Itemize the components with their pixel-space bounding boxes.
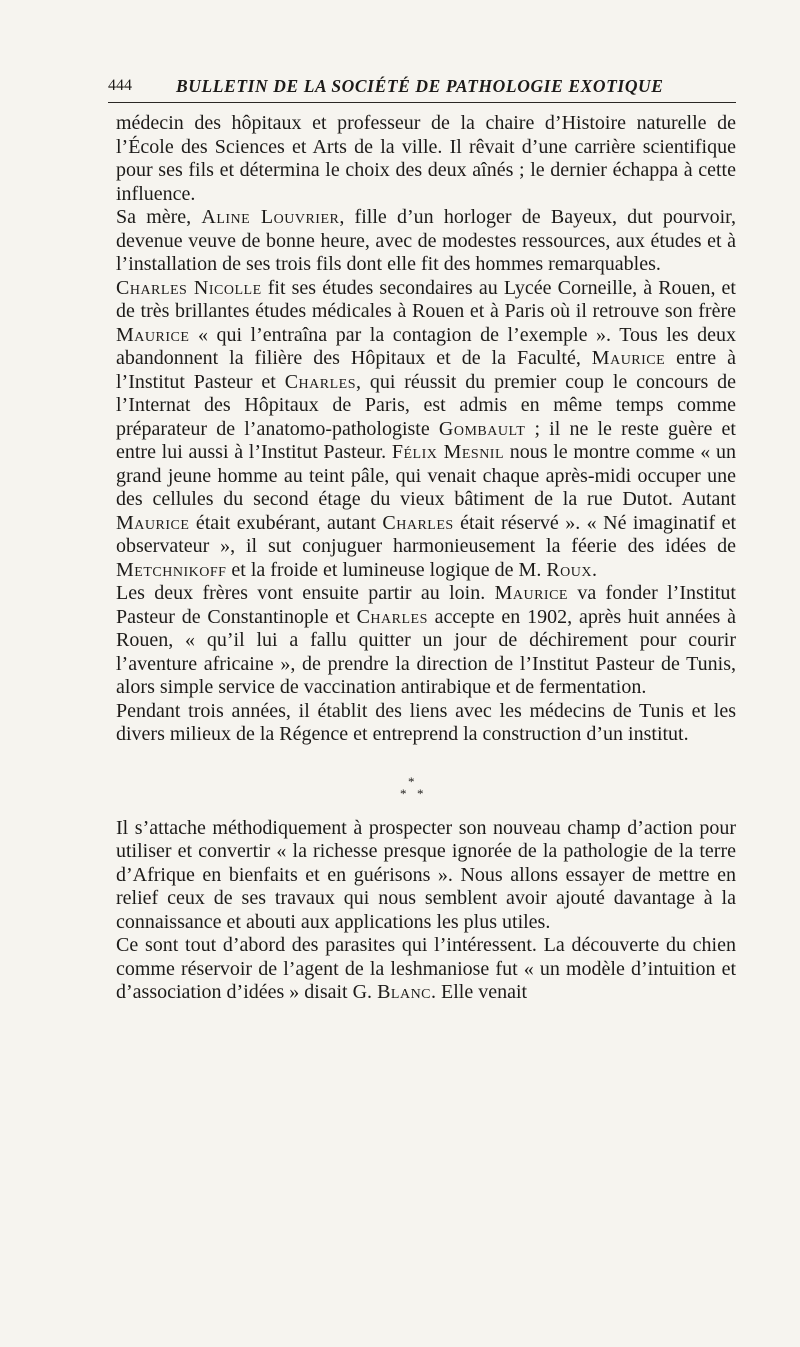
text-run: et la froide et lumineuse logique de M. xyxy=(226,558,547,581)
person-name: Charles Nicolle xyxy=(116,276,262,299)
paragraph-3 xyxy=(116,277,736,583)
body-text xyxy=(116,112,736,1005)
person-name: Maurice xyxy=(116,511,190,534)
text-run: ; il ne le reste guère et entre lui aussi à l’Institut Pasteur. xyxy=(116,417,736,463)
person-name: Charles xyxy=(284,370,356,393)
text-run: médecin des hôpitaux et professeur de la chaire d’Histoire naturelle de l’École des Sciences et Arts de la ville. Il rêvait d’une carrière scientifique pour ses fils et détermina le choix des deux aînés ; le dernier échappa à cette influence. xyxy=(116,112,736,205)
person-name: Roux xyxy=(546,558,592,581)
text-run: . xyxy=(592,558,597,581)
paragraph-2 xyxy=(116,206,736,277)
text-run: Il s’attache méthodiquement à prospecter son nouveau champ d’action pour utiliser et convertir « la richesse presque ignorée de la pathologie de la terre d’Afrique en bienfaits et en guérisons ». Nous allons essayer de mettre en relief ceux de ses travaux qui nous semblent avoir ajouté davantage à la connaissance et abouti aux applications les plus utiles. xyxy=(116,816,736,933)
paragraph-7 xyxy=(116,934,736,1005)
text-run: accepte en 1902, après huit années à Rouen, « qu’il lui a fallu quitter un jour de déchirement pour courir l’aventure africaine », de prendre la direction de l’Institut Pasteur de Tunis, alors simple service de vaccination antirabique et de fermentation. xyxy=(116,605,736,698)
person-name: Aline Louvrier xyxy=(201,206,340,228)
text-run: Les deux frères vont ensuite partir au loin. xyxy=(116,582,495,604)
text-run: fit ses études secondaires au Lycée Corneille, à Rouen, et de très brillantes études médicales à Rouen et à Paris où il retrouve son frère xyxy=(116,276,736,322)
text-run: était exubérant, autant xyxy=(189,511,383,534)
paragraph-6 xyxy=(116,817,736,935)
person-name: Maurice xyxy=(116,323,190,346)
section-break-asterism xyxy=(116,747,736,817)
person-name: Félix Mesnil xyxy=(391,441,505,463)
text-run: nous le montre comme « un grand jeune homme au teint pâle, qui venait chaque après-midi occuper une des cellules du second étage du vieux bâtiment de la rue Dutot. Autant xyxy=(116,441,737,510)
text-run: entre à l’Institut Pasteur et xyxy=(116,347,736,393)
person-name: Maurice xyxy=(591,347,666,369)
person-name: Charles xyxy=(382,511,454,534)
text-run: , fille d’un horloger de Bayeux, dut pourvoir, devenue veuve de bonne heure, avec de modestes ressources, aux études et à l’installation de ses trois fils dont elle fit des hommes remarquables. xyxy=(116,206,736,275)
person-name: Gombault xyxy=(438,417,526,440)
text-run: , qui réussit du premier coup le concours de l’Internat des Hôpitaux de Paris, est admis en même temps comme préparateur de l’anatomo-pathologiste xyxy=(116,370,736,440)
person-name: Charles xyxy=(356,605,428,628)
text-run: « qui l’entraîna par la contagion de l’exemple ». Tous les deux abandonnent la filière des Hôpitaux et de la Faculté, xyxy=(116,323,736,369)
text-run: . Elle venait xyxy=(431,981,528,1003)
paragraph-5 xyxy=(116,700,736,747)
asterism-star-right: * xyxy=(417,785,424,801)
text-run: Sa mère, xyxy=(116,206,202,228)
text-run: va fonder l’Institut Pasteur de Constantinople et xyxy=(116,582,736,628)
running-header xyxy=(108,74,736,103)
paragraph-1 xyxy=(116,112,736,206)
person-name: Metchnikoff xyxy=(116,558,227,581)
paragraph-4 xyxy=(116,582,736,700)
asterism-star-left: * xyxy=(400,785,407,801)
text-run: Ce sont tout d’abord des parasites qui l’intéressent. La découverte du chien comme réservoir de l’agent de la leshmaniose fut « un modèle d’intuition et d’association d’idées » disait G. xyxy=(116,934,736,1003)
running-title: BULLETIN DE LA SOCIÉTÉ DE PATHOLOGIE EXOTIQUE xyxy=(176,76,664,96)
text-run: Pendant trois années, il établit des liens avec les médecins de Tunis et les divers milieux de la Régence et entreprend la construction d’un institut. xyxy=(116,699,736,745)
text-run: était réservé ». « Né imaginatif et observateur », il sut conjuguer harmonieusement la féerie des idées de xyxy=(116,511,737,557)
asterism-star-top: * xyxy=(408,773,415,789)
person-name: Blanc xyxy=(377,981,432,1003)
page-number: 444 xyxy=(108,77,132,94)
person-name: Maurice xyxy=(494,582,568,604)
